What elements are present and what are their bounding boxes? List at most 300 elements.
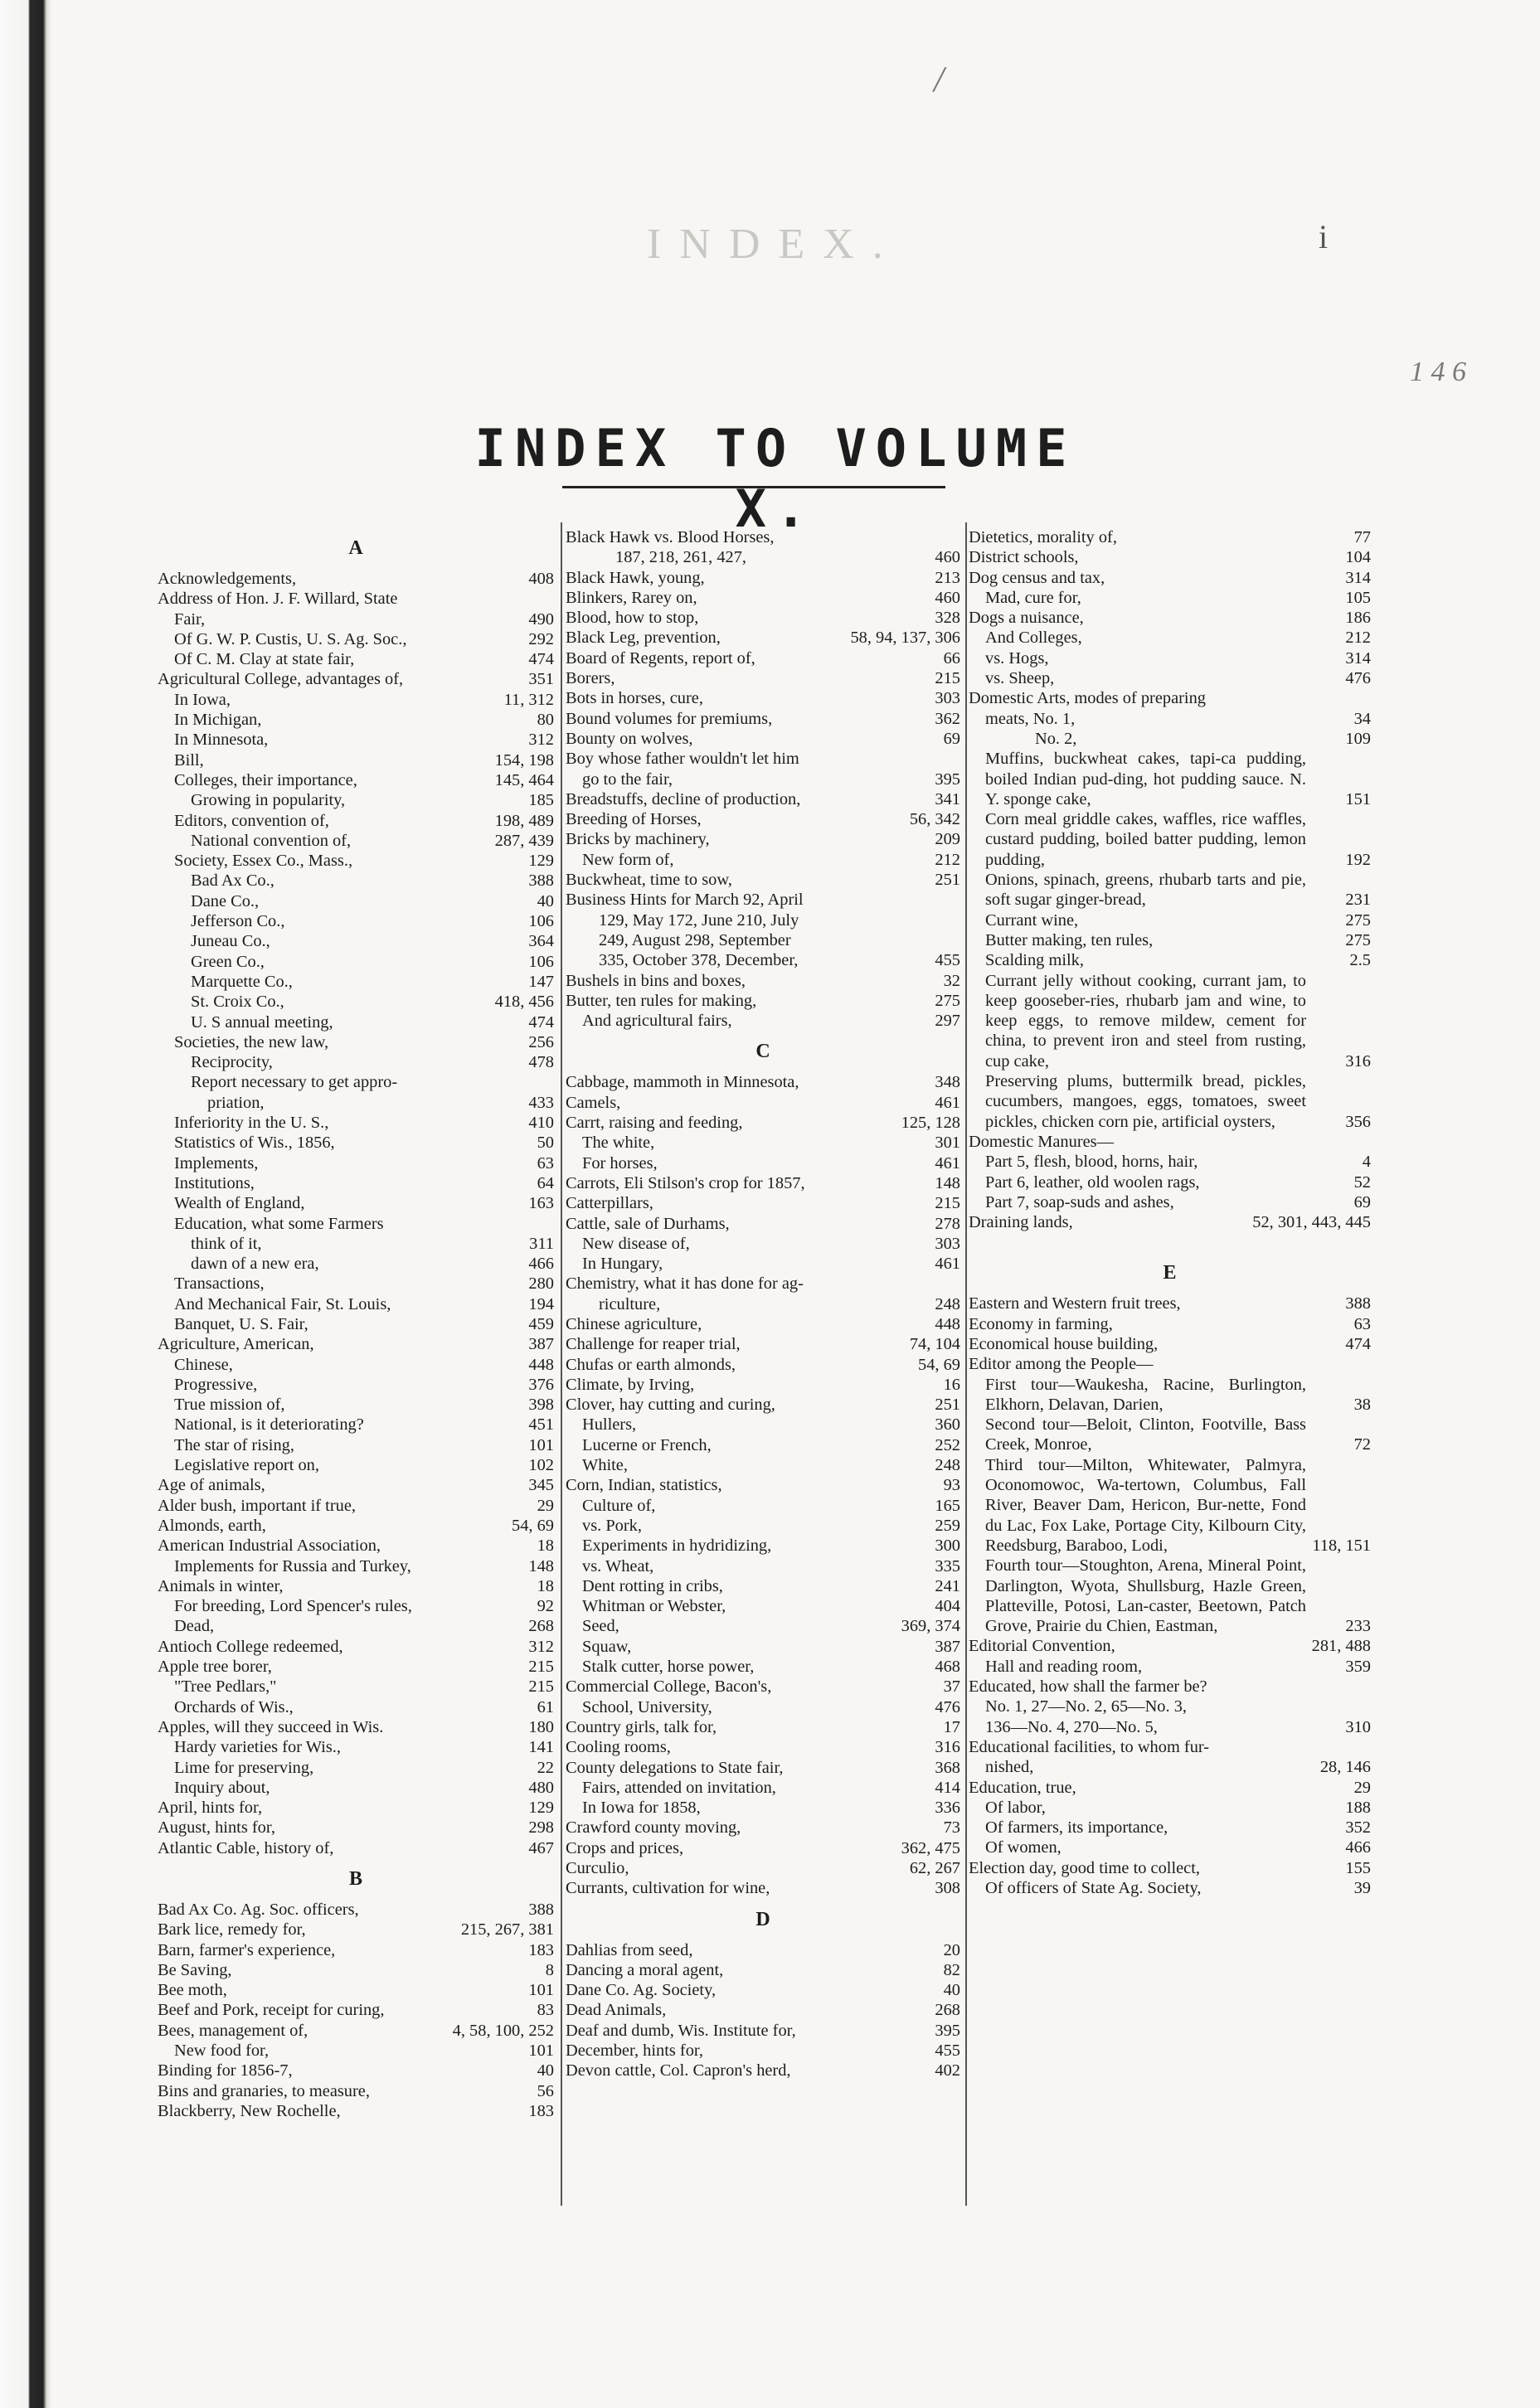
index-entry <box>158 1778 554 1798</box>
index-entry <box>969 1556 1371 1636</box>
entry-text: Chufas or earth almonds, <box>566 1355 736 1374</box>
entry-pages: 303 <box>935 689 960 708</box>
entry-text: Apple tree borer, <box>158 1658 272 1677</box>
entry-text: Black Hawk, young, <box>566 568 705 587</box>
index-entry <box>158 1294 554 1314</box>
entry-pages: 50 <box>537 1134 554 1153</box>
entry-text: 136—No. 4, 270—No. 5, <box>985 1717 1158 1736</box>
section-spacer <box>969 1232 1371 1252</box>
index-entry <box>566 1355 960 1375</box>
entry-text: Muffins, buckwheat cakes, tapi-ca pudding, boiled Indian pud-ding, hot pudding sauce. N. Y. sponge cake, <box>985 750 1306 808</box>
entry-text: Dent rotting in cribs, <box>582 1576 723 1595</box>
entry-text: Bark lice, remedy for, <box>158 1920 306 1940</box>
entry-pages: 165 <box>935 1496 960 1515</box>
entry-text: Squaw, <box>582 1637 632 1656</box>
entry-text: Preserving plums, buttermilk bread, pickles, cucumbers, mangoes, eggs, tomatoes, sweet pickles, chicken corn pie, artificial oysters, <box>985 1072 1306 1131</box>
index-entry <box>566 1960 960 1980</box>
entry-text: Legislative report on, <box>174 1456 319 1475</box>
page-title: INDEX TO VOLUME X. <box>474 417 1076 539</box>
index-entry <box>566 971 960 991</box>
entry-text: August, hints for, <box>158 1818 275 1838</box>
entry-text: Bees, management of, <box>158 2021 308 2040</box>
entry-text: Dahlias from seed, <box>566 1940 693 1959</box>
entry-pages: 336 <box>935 1799 960 1818</box>
entry-pages: 183 <box>528 1940 554 1959</box>
index-entry <box>158 1355 554 1375</box>
index-entry <box>566 1254 960 1274</box>
entry-pages: 468 <box>935 1658 960 1677</box>
index-entry <box>969 1375 1371 1415</box>
entry-pages: 362, 475 <box>901 1838 960 1857</box>
entry-text: 335, October 378, December, <box>599 951 799 970</box>
index-entry <box>969 1717 1371 1737</box>
entry-text: Educated, how shall the farmer be? <box>969 1677 1207 1697</box>
entry-pages: 125, 128 <box>901 1114 960 1133</box>
entry-text: Bins and granaries, to measure, <box>158 2081 370 2100</box>
entry-text: Cattle, sale of Durhams, <box>566 1214 730 1233</box>
entry-text: Camels, <box>566 1093 621 1112</box>
entry-text: Jefferson Co., <box>191 912 285 931</box>
entry-text: Part 7, soap-suds and ashes, <box>985 1192 1174 1211</box>
index-entry <box>158 770 554 790</box>
index-entry <box>158 2000 554 2020</box>
entry-pages: 231 <box>1345 891 1371 910</box>
entry-pages: 215 <box>528 1677 554 1697</box>
entry-pages: 360 <box>935 1415 960 1435</box>
index-entry <box>969 568 1371 588</box>
index-entry <box>158 811 554 831</box>
index-entry <box>158 1012 554 1032</box>
entry-pages: 474 <box>528 1012 554 1032</box>
entry-text: 249, August 298, September <box>599 930 791 949</box>
entry-text: Currants, cultivation for wine, <box>566 1879 770 1898</box>
index-entry <box>158 1415 554 1435</box>
entry-text: Implements, <box>174 1153 259 1172</box>
entry-text: Corn, Indian, statistics, <box>566 1476 722 1495</box>
bleed-through-heading: INDEX. <box>647 221 901 268</box>
index-entry <box>158 1758 554 1778</box>
entry-pages: 376 <box>528 1375 554 1394</box>
entry-pages: 369, 374 <box>901 1617 960 1636</box>
entry-text: Lime for preserving, <box>174 1758 314 1777</box>
entry-text: True mission of, <box>174 1396 285 1415</box>
entry-pages: 17 <box>943 1717 960 1736</box>
entry-text: Seed, <box>582 1617 619 1636</box>
entry-pages: 461 <box>935 1093 960 1112</box>
index-entry <box>158 730 554 750</box>
index-entry <box>566 608 960 628</box>
index-entry <box>158 1435 554 1455</box>
index-entry <box>158 750 554 770</box>
entry-text: Binding for 1856-7, <box>158 2061 293 2080</box>
entry-pages: 62, 267 <box>909 1859 960 1877</box>
index-entry <box>158 1496 554 1516</box>
entry-text: Education, what some Farmers <box>174 1214 384 1233</box>
entry-text: Bots in horses, cure, <box>566 689 703 708</box>
entry-text: Carrt, raising and feeding, <box>566 1114 743 1133</box>
entry-pages: 312 <box>528 1637 554 1656</box>
index-entry <box>969 1334 1371 1354</box>
index-entry <box>158 1818 554 1838</box>
index-entry <box>158 2101 554 2121</box>
index-entry <box>566 1818 960 1838</box>
entry-pages: 490 <box>528 609 554 629</box>
index-entry <box>158 1697 554 1717</box>
entry-pages: 460 <box>935 588 960 607</box>
entry-text: Beef and Pork, receipt for curing, <box>158 2001 385 2020</box>
entry-text: nished, <box>985 1758 1034 1777</box>
entry-text: Black Hawk vs. Blood Horses, <box>566 528 775 546</box>
index-entry <box>158 1536 554 1556</box>
entry-pages: 215 <box>935 1194 960 1213</box>
entry-pages: 348 <box>935 1073 960 1092</box>
entry-text: Election day, good time to collect, <box>969 1858 1200 1877</box>
entry-text: Economical house building, <box>969 1334 1159 1353</box>
entry-text: Education, true, <box>969 1778 1076 1797</box>
entry-text: Orchards of Wis., <box>174 1697 294 1716</box>
entry-text: Board of Regents, report of, <box>566 648 755 668</box>
entry-text: Domestic Manures— <box>969 1132 1114 1151</box>
entry-text: Dane Co. Ag. Society, <box>566 1981 717 2000</box>
index-entry <box>566 870 960 890</box>
index-entry <box>566 829 960 849</box>
entry-pages: 251 <box>935 871 960 890</box>
entry-pages: 20 <box>943 1940 960 1959</box>
index-entry <box>566 648 960 668</box>
entry-pages: 298 <box>528 1818 554 1838</box>
index-entry <box>158 669 554 689</box>
entry-text: Society, Essex Co., Mass., <box>174 852 353 871</box>
index-entry <box>969 648 1371 668</box>
entry-pages: 278 <box>935 1214 960 1233</box>
entry-pages: 467 <box>528 1838 554 1857</box>
entry-pages: 38 <box>1353 1395 1371 1414</box>
index-entry <box>969 1071 1371 1132</box>
entry-pages: 58, 94, 137, 306 <box>850 629 960 648</box>
index-entry <box>566 1395 960 1415</box>
index-entry <box>158 1052 554 1072</box>
entry-pages: 387 <box>528 1335 554 1354</box>
entry-text: American Industrial Association, <box>158 1537 381 1556</box>
entry-text: riculture, <box>599 1294 661 1313</box>
page-number: i <box>1319 218 1329 255</box>
entry-text: Buckwheat, time to sow, <box>566 871 732 890</box>
index-entry <box>566 1375 960 1395</box>
entry-text: Butter making, ten rules, <box>985 930 1154 949</box>
index-entry <box>566 769 960 789</box>
index-entry <box>158 1637 554 1657</box>
section-letter: A <box>348 537 363 559</box>
index-entry <box>158 1717 554 1737</box>
index-entry <box>158 609 554 629</box>
index-entry <box>158 1032 554 1052</box>
index-entry <box>158 1838 554 1858</box>
index-entry <box>969 588 1371 608</box>
entry-pages: 129 <box>528 852 554 871</box>
entry-pages: 63 <box>537 1153 554 1172</box>
entry-pages: 106 <box>528 912 554 931</box>
entry-pages: 74, 104 <box>909 1335 960 1354</box>
entry-pages: 192 <box>1345 850 1371 869</box>
entry-text: Bound volumes for premiums, <box>566 709 773 728</box>
index-entry <box>158 952 554 972</box>
entry-pages: 388 <box>1345 1294 1371 1313</box>
entry-pages: 233 <box>1345 1617 1371 1636</box>
entry-text: Draining lands, <box>969 1213 1073 1232</box>
entry-text: Curculio, <box>566 1859 629 1877</box>
entry-pages: 387 <box>935 1637 960 1656</box>
entry-text: Business Hints for March 92, April <box>566 891 804 910</box>
index-entry <box>969 1455 1371 1556</box>
entry-text: Agricultural College, advantages of, <box>158 670 404 689</box>
entry-text: Country girls, talk for, <box>566 1717 717 1736</box>
index-entry <box>158 972 554 992</box>
entry-pages: 186 <box>1345 609 1371 628</box>
index-entry <box>566 1516 960 1536</box>
entry-pages: 451 <box>528 1415 554 1435</box>
entry-text: meats, No. 1, <box>985 709 1076 728</box>
entry-pages: 314 <box>1345 568 1371 587</box>
entry-pages: 461 <box>935 1255 960 1274</box>
entry-text: In Michigan, <box>174 711 262 730</box>
index-entry <box>969 1212 1371 1232</box>
index-entry <box>566 1878 960 1898</box>
index-entry <box>969 1415 1371 1455</box>
index-entry <box>566 1294 960 1314</box>
entry-pages: 39 <box>1353 1879 1371 1897</box>
entry-text: Report necessary to get appro- <box>191 1073 398 1092</box>
section-letter: B <box>348 1868 362 1890</box>
entry-text: Breeding of Horses, <box>566 810 702 829</box>
index-entry <box>566 1838 960 1858</box>
entry-pages: 101 <box>528 2041 554 2061</box>
entry-text: Antioch College redeemed, <box>158 1637 343 1656</box>
index-entry <box>566 1214 960 1234</box>
index-entry <box>969 1172 1371 1192</box>
section-letter: E <box>1163 1262 1177 1284</box>
entry-pages: 259 <box>935 1516 960 1535</box>
index-entry <box>566 2021 960 2041</box>
entry-pages: 102 <box>528 1456 554 1475</box>
entry-pages: 29 <box>537 1496 554 1515</box>
entry-text: vs. Wheat, <box>582 1556 654 1575</box>
entry-pages: 275 <box>935 991 960 1010</box>
entry-pages: 105 <box>1345 588 1371 607</box>
entry-text: Culture of, <box>582 1496 656 1515</box>
entry-pages: 213 <box>935 568 960 587</box>
entry-pages: 32 <box>943 971 960 990</box>
index-entry <box>969 1314 1371 1334</box>
entry-pages: 476 <box>1345 669 1371 688</box>
entry-text: For breeding, Lord Spencer's rules, <box>174 1597 412 1616</box>
index-entry <box>158 1274 554 1294</box>
entry-pages: 2.5 <box>1349 951 1371 970</box>
entry-text: Apples, will they succeed in Wis. <box>158 1717 384 1736</box>
index-entry <box>566 1556 960 1576</box>
index-entry <box>969 971 1371 1071</box>
entry-text: "Tree Pedlars," <box>174 1677 277 1697</box>
index-entry <box>969 1858 1371 1878</box>
entry-text: Dancing a moral agent, <box>566 1960 724 1979</box>
index-entry <box>969 1798 1371 1818</box>
index-entry <box>566 1737 960 1757</box>
entry-text: Butter, ten rules for making, <box>566 991 757 1010</box>
index-entry <box>158 2061 554 2080</box>
entry-pages: 351 <box>528 670 554 689</box>
entry-text: 129, May 172, June 210, July <box>599 910 799 930</box>
index-entry <box>566 1133 960 1153</box>
index-entry <box>566 588 960 608</box>
entry-pages: 56 <box>537 2081 554 2100</box>
entry-pages: 310 <box>1345 1717 1371 1736</box>
entry-pages: 54, 69 <box>918 1355 960 1374</box>
entry-pages: 28, 146 <box>1319 1758 1371 1777</box>
index-entry <box>566 789 960 809</box>
entry-text: In Minnesota, <box>174 731 269 750</box>
index-entry <box>158 1254 554 1274</box>
index-entry <box>158 2081 554 2101</box>
entry-pages: 303 <box>935 1234 960 1253</box>
entry-pages: 395 <box>935 2021 960 2040</box>
entry-pages: 163 <box>528 1194 554 1213</box>
index-entry <box>158 1375 554 1395</box>
index-entry <box>566 850 960 870</box>
index-entry <box>969 930 1371 950</box>
index-entry <box>158 1072 554 1092</box>
index-entry <box>566 1677 960 1697</box>
entry-text: Banquet, U. S. Fair, <box>174 1314 308 1333</box>
entry-pages: 312 <box>528 731 554 750</box>
entry-pages: 280 <box>528 1274 554 1294</box>
entry-text: Alder bush, important if true, <box>158 1496 356 1515</box>
entry-text: Blood, how to stop, <box>566 609 699 628</box>
entry-pages: 368 <box>935 1758 960 1777</box>
index-entry <box>158 1798 554 1818</box>
index-entry <box>969 1132 1371 1152</box>
entry-pages: 54, 69 <box>512 1516 554 1535</box>
index-entry <box>969 1636 1371 1656</box>
index-entry <box>158 1657 554 1677</box>
index-entry <box>566 568 960 588</box>
entry-text: Wealth of England, <box>174 1194 305 1213</box>
entry-text: Institutions, <box>174 1173 255 1192</box>
entry-text: Currant jelly without cooking, currant jam, to keep gooseber-ries, rhubarb jam and wine, to keep eggs, to remove mildew, cement for china, to prevent iron and steel from rusting, cup cake, <box>985 971 1306 1070</box>
index-entry <box>969 1878 1371 1898</box>
index-entry <box>566 1072 960 1092</box>
entry-pages: 287, 439 <box>494 831 554 850</box>
index-entry <box>969 1294 1371 1313</box>
index-entry <box>158 831 554 851</box>
entry-pages: 148 <box>528 1556 554 1575</box>
entry-pages: 4 <box>1362 1153 1371 1172</box>
entry-text: Barn, farmer's experience, <box>158 1940 336 1959</box>
index-entry <box>566 1455 960 1475</box>
index-entry <box>566 809 960 829</box>
entry-pages: 311 <box>529 1234 554 1253</box>
entry-pages: 11, 312 <box>503 690 554 709</box>
entry-text: Animals in winter, <box>158 1576 284 1595</box>
index-entry <box>158 891 554 911</box>
entry-pages: 292 <box>528 629 554 648</box>
entry-pages: 40 <box>537 891 554 910</box>
entry-pages: 459 <box>528 1314 554 1333</box>
entry-text: Crawford county moving, <box>566 1818 741 1838</box>
index-entry <box>158 690 554 710</box>
entry-pages: 215 <box>528 1658 554 1677</box>
entry-pages: 252 <box>935 1435 960 1454</box>
index-entry <box>566 1536 960 1556</box>
entry-text: Breadstuffs, decline of production, <box>566 789 801 808</box>
index-entry <box>566 1274 960 1294</box>
entry-pages: 61 <box>537 1697 554 1716</box>
margin-note: 1 4 6 <box>1410 357 1466 387</box>
index-entry <box>566 991 960 1011</box>
entry-text: In Iowa, <box>174 690 231 709</box>
entry-pages: 433 <box>528 1093 554 1112</box>
entry-pages: 414 <box>935 1778 960 1797</box>
entry-text: The white, <box>582 1134 655 1153</box>
index-entry <box>969 910 1371 930</box>
entry-pages: 69 <box>943 729 960 748</box>
index-entry <box>566 668 960 688</box>
entry-text: Atlantic Cable, history of, <box>158 1838 334 1857</box>
index-entry <box>566 950 960 970</box>
entry-pages: 345 <box>528 1476 554 1495</box>
entry-text: New food for, <box>174 2041 270 2061</box>
entry-text: Chemistry, what it has done for ag- <box>566 1274 804 1294</box>
index-entry <box>566 709 960 729</box>
entry-text: Crops and prices, <box>566 1838 684 1857</box>
entry-text: Commercial College, Bacon's, <box>566 1677 772 1697</box>
index-entry <box>566 688 960 708</box>
entry-pages: 69 <box>1353 1192 1371 1211</box>
index-entry <box>969 608 1371 628</box>
entry-text: Inquiry about, <box>174 1778 270 1797</box>
entry-text: Bad Ax Co. Ag. Soc. officers, <box>158 1901 359 1919</box>
index-entry <box>158 1455 554 1475</box>
index-entry <box>566 2061 960 2080</box>
entry-text: Domestic Arts, modes of preparing <box>969 689 1206 708</box>
entry-pages: 480 <box>528 1778 554 1797</box>
entry-text: go to the fair, <box>582 769 673 789</box>
entry-text: Currant wine, <box>985 910 1079 930</box>
entry-pages: 118, 151 <box>1312 1536 1371 1555</box>
entry-text: Of labor, <box>985 1798 1046 1817</box>
entry-text: Agriculture, American, <box>158 1335 314 1354</box>
entry-text: Borers, <box>566 669 615 688</box>
entry-pages: 72 <box>1353 1435 1371 1454</box>
entry-text: Inferiority in the U. S., <box>174 1114 329 1133</box>
index-entry <box>158 1334 554 1354</box>
index-entry <box>158 1737 554 1757</box>
entry-text: Cooling rooms, <box>566 1738 671 1757</box>
entry-pages: 64 <box>537 1173 554 1192</box>
entry-text: Bushels in bins and boxes, <box>566 971 746 990</box>
entry-pages: 215 <box>935 669 960 688</box>
index-entry <box>158 710 554 730</box>
entry-text: Devon cattle, Col. Capron's herd, <box>566 2061 791 2080</box>
entry-pages: 466 <box>1345 1838 1371 1857</box>
entry-text: Deaf and dumb, Wis. Institute for, <box>566 2021 796 2040</box>
entry-text: 187, 218, 261, 427, <box>615 548 747 567</box>
index-entry <box>158 790 554 810</box>
entry-pages: 104 <box>1345 548 1371 567</box>
entry-pages: 388 <box>528 1901 554 1919</box>
entry-text: Colleges, their importance, <box>174 770 357 789</box>
entry-text: New disease of, <box>582 1234 690 1253</box>
entry-text: Progressive, <box>174 1375 258 1394</box>
entry-pages: 402 <box>935 2061 960 2080</box>
